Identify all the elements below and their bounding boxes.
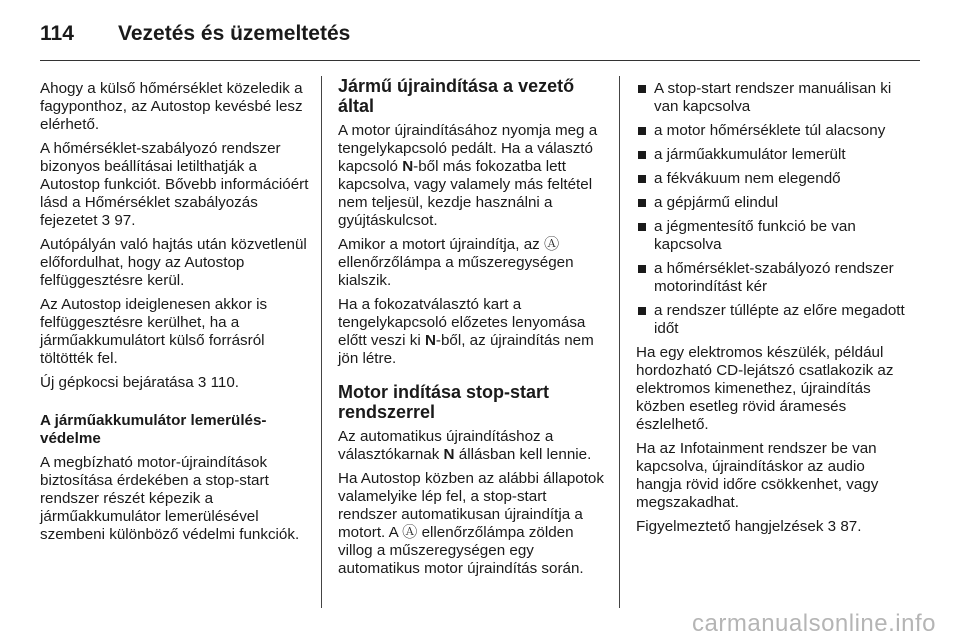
header-rule [40, 60, 920, 61]
section-heading: Motor indítása stop-start rendszerrel [338, 382, 550, 422]
column-divider-1 [321, 76, 322, 608]
autostop-indicator-icon: Ⓐ [543, 236, 560, 253]
reference-arrow-icon: 3 [827, 518, 837, 535]
paragraph: A hőmérséklet-szabályozó rendszer bizonyos beállításai letilthatják a Autostop funkciót. Bővebb információért lásd a Hőmérséklet szabályozás fejezetet 3 97. [40, 140, 309, 229]
page-number: 114 [40, 22, 74, 45]
column-left [40, 80, 310, 550]
paragraph: A motor újraindításához nyomja meg a tengelykapcsoló pedált. Ha a választó kapcsoló N-ből más fokozatba lett kapcsolva, vagy valamely más feltétel nem teljesül, kezdje használni a gyújtáskulcsot. [338, 122, 598, 229]
paragraph: Ha egy elektromos készülék, például hordozható CD-lejátszó csatlakozik az elektromos kimenethez, újraindítás közben esetleg rövid áramesés észlelhető. [636, 344, 894, 433]
paragraph: Autópályán való hajtás után közvetlenül előfordulhat, hogy az Autostop felfüggesztésre kerül. [40, 236, 307, 289]
reference-arrow-icon: 3 [101, 212, 111, 229]
paragraph: Új gépkocsi bejáratása 3 110. [40, 374, 240, 391]
reference-arrow-icon: 3 [197, 374, 207, 391]
paragraph: Ha az Infotainment rendszer be van kapcsolva, újraindításkor az audio hangja rövid időre csökkenhet, vagy megszakadhat. [636, 440, 879, 511]
page-header [40, 14, 350, 54]
page-title: Vezetés és üzemeltetés [118, 22, 351, 45]
list-item: a jégmentesítő funkció be van kapcsolva [636, 218, 906, 254]
list-item: a rendszer túllépte az előre megadott időt [636, 302, 906, 338]
list-item: a gépjármű elindul [636, 194, 906, 212]
paragraph: Ahogy a külső hőmérséklet közeledik a fagyponthoz, az Autostop kevésbé lesz elérhető. [40, 80, 303, 133]
list-item: A stop-start rendszer manuálisan ki van kapcsolva [636, 80, 906, 116]
list-item: a fékvákuum nem elegendő [636, 170, 906, 188]
page-reference[interactable]: 97. [114, 212, 136, 229]
paragraph: Ha a fokozatválasztó kart a tengelykapcsoló előzetes lenyomása előtt veszi ki N-ből, az újraindítás nem jön létre. [338, 296, 594, 367]
section-heading: A járműakkumulátor lemerülés-védelme [40, 412, 267, 447]
autostop-indicator-icon: Ⓐ [402, 524, 418, 541]
paragraph: A megbízható motor-újraindítások biztosítása érdekében a stop-start rendszer részét képezik a járműakkumulátor lemerülésével szembeni különböző védelmi funkciók. [40, 454, 300, 543]
watermark: carmanualsonline.info [692, 610, 936, 637]
column-divider-2 [619, 76, 620, 608]
paragraph: Ha Autostop közben az alábbi állapotok valamelyike lép fel, a stop-start rendszer automatikusan újraindítja a motort. A Ⓐ ellenőrzőlámpa zölden villog a műszeregységen egy automatikus motor újraindítás során. [338, 470, 604, 577]
paragraph: Amikor a motort újraindítja, az Ⓐ ellenőrzőlámpa a műszeregységen kialszik. [338, 236, 574, 289]
paragraph: Az Autostop ideiglenesen akkor is felfüggesztésre kerülhet, ha a járműakkumulátort külső forrásról töltötték fel. [40, 296, 268, 367]
page-reference[interactable]: 110. [210, 374, 240, 391]
list-item: a motor hőmérséklete túl alacsony [636, 122, 906, 140]
condition-list [636, 80, 906, 338]
column-right [636, 80, 906, 542]
list-item: a hőmérséklet-szabályozó rendszer motorindítást kér [636, 260, 906, 296]
paragraph: Figyelmeztető hangjelzések 3 87. [636, 518, 862, 535]
section-heading: Jármű újraindítása a vezető által [338, 76, 575, 116]
list-item: a járműakkumulátor lemerült [636, 146, 906, 164]
column-middle [338, 76, 606, 584]
paragraph: Az automatikus újraindításhoz a választókarnak N állásban kell lennie. [338, 428, 592, 463]
page-reference[interactable]: 87. [840, 518, 862, 535]
